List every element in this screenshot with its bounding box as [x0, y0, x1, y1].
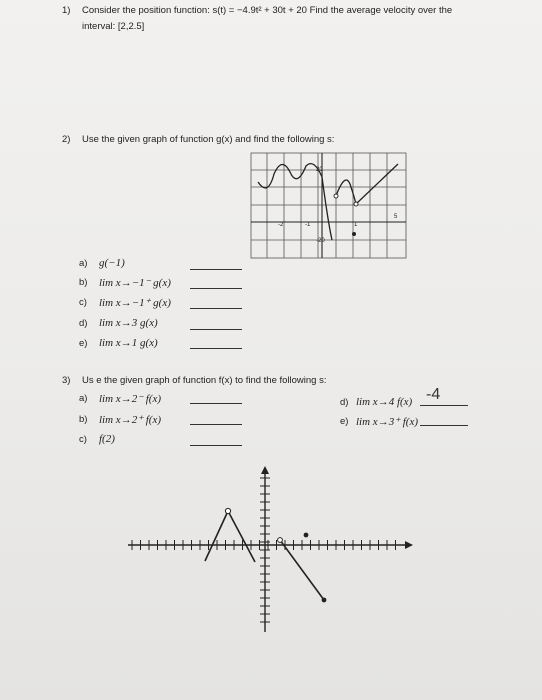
q2e-answer-blank[interactable] [190, 348, 242, 349]
q2b-answer-blank[interactable] [190, 288, 242, 289]
q3-prompt: Us e the given graph of function f(x) to find the following s: [82, 375, 327, 386]
q2a-answer-blank[interactable] [190, 269, 242, 270]
f-curve-left-line [205, 511, 228, 561]
q2c-expr: lim x→−1⁺ g(x) [99, 297, 171, 309]
q3c-letter: c) [79, 434, 87, 445]
f-open-point-axis [278, 538, 283, 543]
f-closed-point-right [322, 598, 327, 603]
q3b-answer-blank[interactable] [190, 424, 242, 425]
f-curve-middle [228, 511, 255, 562]
q3e-expr: lim x→3⁺ f(x) [356, 416, 419, 428]
q3d-expr: lim x→4 f(x) [356, 396, 413, 408]
q3e-answer-blank[interactable] [420, 425, 468, 426]
g-label-y20: 20 [316, 167, 323, 173]
g-label-yneg20: -20 [316, 238, 325, 244]
q2b-expr: lim x→−1⁻ g(x) [99, 277, 171, 289]
q2e-expr: lim x→1 g(x) [99, 337, 158, 349]
q3b-expr: lim x→2⁺ f(x) [99, 414, 162, 426]
q1-text-line1: Consider the position function: s(t) = −4.9t² + 30t + 20 Find the average velocity over the [82, 5, 453, 16]
g-closed-point [352, 232, 356, 236]
q3b-letter: b) [79, 414, 88, 425]
q3d-handwritten-answer: -4 [426, 386, 441, 403]
q3c-expr: f(2) [99, 433, 115, 445]
q3a-letter: a) [79, 393, 88, 404]
g-label-x5: 5 [394, 214, 398, 220]
q2a-letter: a) [79, 258, 88, 269]
g-open-point [334, 194, 338, 198]
q2-prompt: Use the given graph of function g(x) and find the following s: [82, 134, 335, 145]
q3-number: 3) [62, 375, 71, 386]
g-label-xneg2: -2 [278, 222, 284, 228]
f-graph [110, 460, 420, 640]
q3a-expr: lim x→2⁻ f(x) [99, 393, 162, 405]
q3e-letter: e) [340, 416, 349, 427]
q3d-answer-blank[interactable] [420, 405, 468, 406]
q2-number: 2) [62, 134, 71, 145]
q2c-letter: c) [79, 297, 87, 308]
g-curve-left [258, 164, 332, 240]
g-label-xneg1: -1 [305, 222, 311, 228]
q3a-answer-blank[interactable] [190, 403, 242, 404]
q1-number: 1) [62, 5, 71, 16]
g-graph [250, 152, 408, 260]
f-open-point-left [225, 508, 230, 513]
q2d-letter: d) [79, 318, 88, 329]
q2e-letter: e) [79, 338, 88, 349]
q3d-letter: d) [340, 397, 349, 408]
q2b-letter: b) [79, 277, 88, 288]
g-label-x1: 1 [354, 222, 358, 228]
q2a-expr: g(−1) [99, 257, 125, 269]
q2d-answer-blank[interactable] [190, 329, 242, 330]
f-closed-point-axis [304, 533, 309, 538]
q2d-expr: lim x→3 g(x) [99, 317, 158, 329]
q3c-answer-blank[interactable] [190, 445, 242, 446]
q1-text-line2: interval: [2,2.5] [82, 21, 145, 32]
q2c-answer-blank[interactable] [190, 308, 242, 309]
